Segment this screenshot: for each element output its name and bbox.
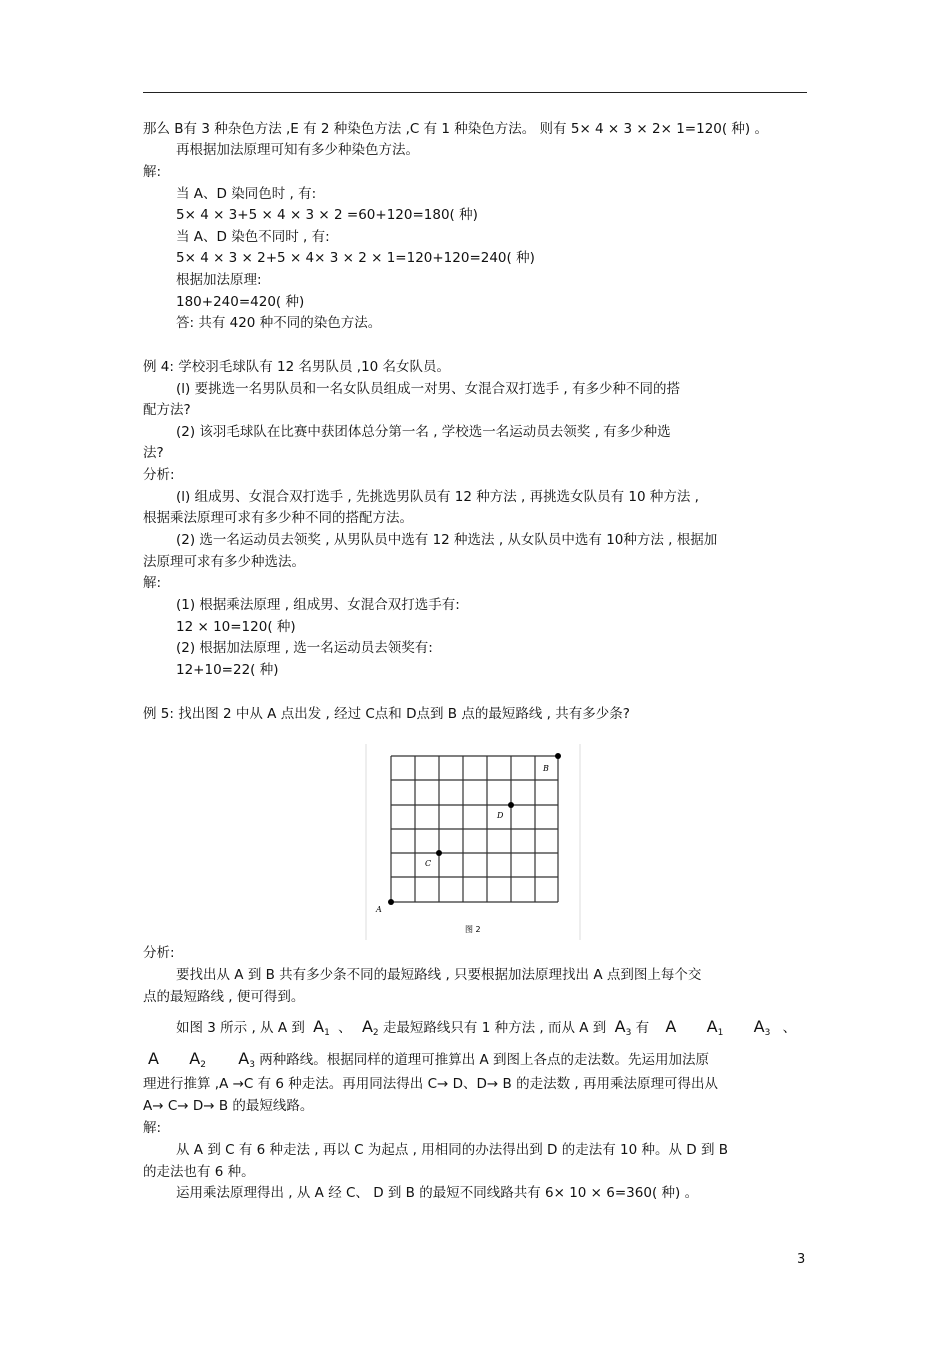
label-b: B	[543, 764, 549, 773]
text-line: 再根据加法原理可知有多少种染色方法。	[176, 142, 419, 158]
text-line: 5× 4 × 3+5 × 4 × 3 × 2 =60+120=180( 种)	[176, 207, 478, 223]
label-d: D	[497, 811, 504, 820]
grid-figure	[364, 744, 584, 940]
text-line: A→ C→ D→ B 的最短线路。	[143, 1098, 314, 1114]
point-d-dot	[508, 802, 514, 808]
text-line: 的走法也有 6 种。	[143, 1164, 255, 1180]
text-line: (2) 选一名运动员去领奖 , 从男队员中选有 12 种选法 , 从女队员中选有 10种方法 , 根据加	[176, 532, 718, 548]
text-line: 答: 共有 420 种不同的染色方法。	[176, 315, 382, 331]
text-line: 理进行推算 ,A →C 有 6 种走法。再用同法得出 C→ D、D→ B 的走法数 , 再用乘法原理可得出从	[143, 1076, 718, 1092]
point-c-dot	[436, 850, 442, 856]
a3-symbol: $A_3$	[238, 1049, 255, 1070]
header-rule	[143, 92, 807, 93]
text-line: 分析:	[143, 945, 175, 961]
figure-background	[364, 744, 584, 940]
page-number: 3	[797, 1252, 806, 1267]
example-5-title: 例 5: 找出图 2 中从 A 点出发 , 经过 C点和 D点到 B 点的最短路线 , 共有多少条?	[143, 706, 630, 722]
a2-symbol: $A_2$	[361, 1017, 379, 1038]
text-line: 12+10=22( 种)	[176, 662, 279, 678]
text-line: 法?	[143, 445, 164, 461]
figure-caption: 图 2	[465, 925, 481, 934]
text-line: 解:	[143, 575, 162, 591]
text-line: 解:	[143, 164, 162, 180]
text-line: 配方法?	[143, 402, 191, 418]
a-symbol: A	[148, 1049, 159, 1068]
text-segment: 如图 3 所示 , 从 A 到	[176, 1020, 305, 1036]
separator: 、	[338, 1020, 352, 1036]
a1-symbol: $A_1$	[706, 1017, 724, 1038]
text-line-with-subscripts	[148, 1050, 709, 1074]
text-line: 那么 B有 3 种杂色方法 ,E 有 2 种染色方法 ,C 有 1 种染色方法。 则有 5× 4 × 3 × 2× 1=120( 种) 。	[143, 121, 768, 137]
text-line: 法原理可求有多少种选法。	[143, 554, 305, 570]
text-line: 12 × 10=120( 种)	[176, 619, 296, 635]
point-b-dot	[555, 753, 561, 759]
text-line: 当 A、D 染同色时 , 有:	[176, 186, 317, 202]
text-line: 根据乘法原理可求有多少种不同的搭配方法。	[143, 510, 413, 526]
a2-symbol: $A_2$	[189, 1049, 206, 1070]
text-line: 要找出从 A 到 B 共有多少条不同的最短路线 , 只要根据加法原理找出 A 点到图上每个交	[176, 967, 702, 983]
a3-symbol: $A_3$	[753, 1017, 771, 1038]
text-line: 180+240=420( 种)	[176, 294, 305, 310]
text-line: 当 A、D 染色不同时 , 有:	[176, 229, 330, 245]
text-line: 从 A 到 C 有 6 种走法 , 再以 C 为起点 , 用相同的办法得出到 D 的走法有 10 种。从 D 到 B	[176, 1142, 729, 1158]
text-line: (2) 该羽毛球队在比赛中获团体总分第一名 , 学校选一名运动员去领奖 , 有多少种选	[176, 424, 671, 440]
a-symbol: A	[665, 1017, 677, 1036]
example-4-title: 例 4: 学校羽毛球队有 12 名男队员 ,10 名女队员。	[143, 359, 451, 375]
text-segment: 走最短路线只有 1 种方法 , 而从 A 到	[382, 1020, 607, 1036]
a1-symbol: $A_1$	[313, 1017, 330, 1038]
label-a: A	[376, 905, 382, 914]
text-line: 分析:	[143, 467, 175, 483]
text-segment: 有	[635, 1020, 650, 1036]
text-segment: 两种路线。根据同样的道理可推算出 A 到图上各点的走法数。先运用加法原	[259, 1052, 710, 1068]
point-a-dot	[388, 899, 394, 905]
text-line: (1) 根据乘法原理 , 组成男、女混合双打选手有:	[176, 597, 460, 613]
a3-symbol: $A_3$	[614, 1017, 632, 1038]
label-c: C	[425, 859, 432, 868]
text-line-with-subscripts	[176, 1018, 796, 1042]
text-line: (l) 组成男、女混合双打选手 , 先挑选男队员有 12 种方法 , 再挑选女队员有 10 种方法 ,	[176, 489, 699, 505]
text-line: 5× 4 × 3 × 2+5 × 4× 3 × 2 × 1=120+120=240( 种)	[176, 250, 535, 266]
text-line: 根据加法原理:	[176, 272, 262, 288]
text-line: 解:	[143, 1120, 162, 1136]
text-line: 点的最短路线 , 便可得到。	[143, 989, 305, 1005]
separator: 、	[782, 1020, 797, 1036]
text-line: (l) 要挑选一名男队员和一名女队员组成一对男、女混合双打选手 , 有多少种不同的搭	[176, 381, 680, 397]
text-line: 运用乘法原理得出 , 从 A 经 C、 D 到 B 的最短不同线路共有 6× 10 × 6=360( 种) 。	[176, 1185, 699, 1201]
text-line: (2) 根据加法原理 , 选一名运动员去领奖有:	[176, 640, 433, 656]
